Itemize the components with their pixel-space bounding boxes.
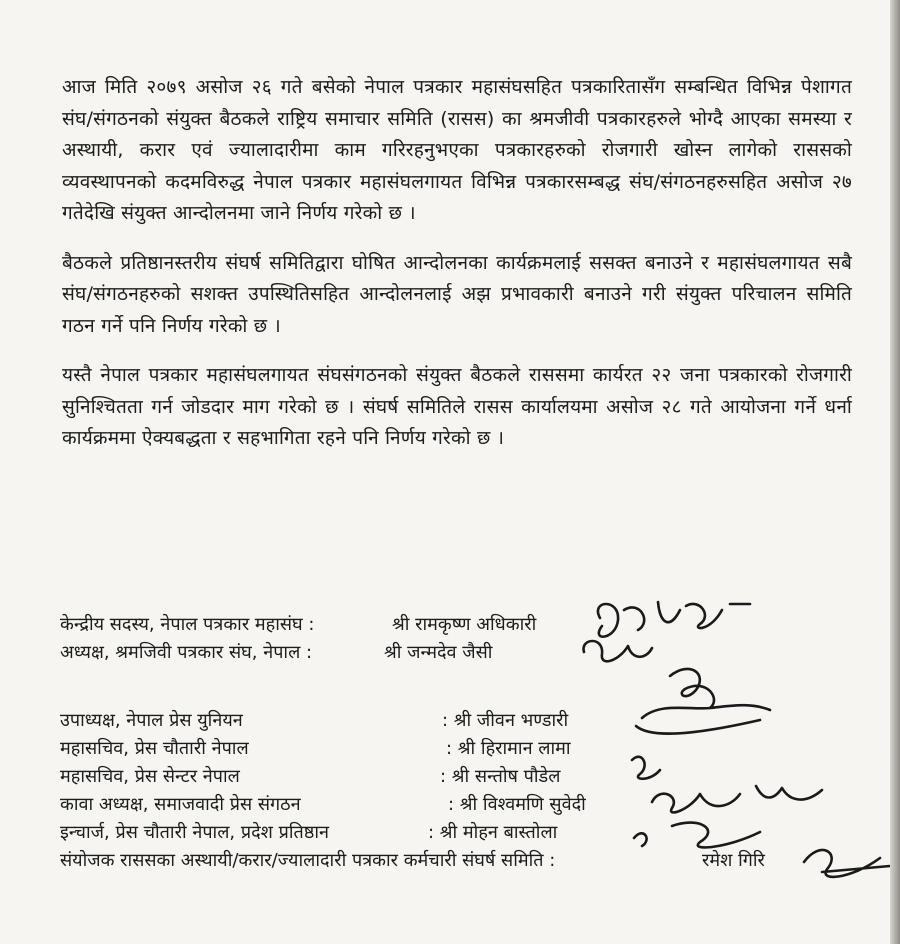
signatory-name: : श्री सन्तोष पौडेल [440, 766, 561, 787]
signature-2 [584, 641, 652, 661]
signature-8 [804, 850, 890, 877]
signature-5 [632, 757, 660, 779]
signature-6 [652, 786, 822, 812]
signatory-role: कावा अध्यक्ष, समाजवादी प्रेस संगठन [60, 794, 301, 815]
signatory-name: रमेश गिरि [702, 850, 765, 871]
signatory-role: महासचिव, प्रेस चौतारी नेपाल [60, 738, 249, 759]
signatory-name: श्री रामकृष्ण अधिकारी [392, 614, 537, 635]
signatory-role: उपाध्यक्ष, नेपाल प्रेस युनियन [60, 710, 243, 731]
signatory-name: : श्री हिरामान लामा [446, 738, 571, 759]
handwritten-signatures [560, 590, 900, 890]
signature-3 [670, 669, 714, 708]
signature-4 [636, 705, 770, 734]
signatory-name: श्री जन्मदेव जैसी [384, 642, 493, 663]
signature-7 [634, 823, 760, 848]
signature-1 [598, 602, 750, 637]
signatory-name: : श्री जीवन भण्डारी [442, 710, 569, 731]
page-edge [890, 0, 900, 944]
signatory-role: अध्यक्ष, श्रमजिवी पत्रकार संघ, नेपाल : [60, 642, 313, 663]
paragraph-1: आज मिति २०७९ असोज २६ गते बसेको नेपाल पत्रकार महासंघसहित पत्रकारितासँग सम्बन्धित विभिन्न पेशागत संघ/संगठनको संयुक्त बैठकले राष्ट्रिय समाचार समिति (रासस) का श्रमजीवी पत्रकारहरुले भोग्दै आएका समस्या र अस्थायी, करार एवं ज्यालादारीमा काम गरिरहनुभएका पत्रकारहरुको रोजगारी खोस्न लागेको राससको व्यवस्थापनको कदमविरुद्ध नेपाल पत्रकार महासंघलगायत विभिन्न पत्रकारसम्बद्ध संघ/संगठनहरुसहित असोज २७ गतेदेखि संयुक्त आन्दोलनमा जाने निर्णय गरेको छ । [62, 76, 852, 224]
signatory-name: : श्री मोहन बास्तोला [428, 822, 558, 843]
signatory-role: इन्चार्ज, प्रेस चौतारी नेपाल, प्रदेश प्रतिष्ठान [60, 822, 330, 843]
signatory-name: : श्री विश्वमणि सुवेदी [448, 794, 586, 815]
paragraph-3: यस्तै नेपाल पत्रकार महासंघलगायत संघसंगठनको संयुक्त बैठकले राससमा कार्यरत २२ जना पत्रकारको रोजगारी सुनिश्चितता गर्न जोडदार माग गरेको छ । संघर्ष समितिले रासस कार्यालयमा असोज २८ गते आयोजना गर्ने धर्ना कार्यक्रममा ऐक्यबद्धता र सहभागिता रहने पनि निर्णय गरेको छ । [62, 364, 852, 449]
statement-body [62, 72, 852, 473]
paragraph-2: बैठकले प्रतिष्ठानस्तरीय संघर्ष समितिद्वारा घोषित आन्दोलनका कार्यक्रमलाई ससक्त बनाउने र महासंघलगायत सबै संघ/संगठनहरुको सशक्त उपस्थितिसहित आन्दोलनलाई अझ प्रभावकारी बनाउने गरी संयुक्त परिचालन समिति गठन गर्ने पनि निर्णय गरेको छ । [62, 251, 852, 337]
signatory-role: केन्द्रीय सदस्य, नेपाल पत्रकार महासंघ : [60, 614, 315, 635]
signatory-role: महासचिव, प्रेस सेन्टर नेपाल [60, 766, 240, 787]
signatory-role: संयोजक रासस‍का अस्थायी/करार/ज्यालादारी पत्रकार कर्मचारी संघर्ष समिति : [60, 850, 556, 871]
